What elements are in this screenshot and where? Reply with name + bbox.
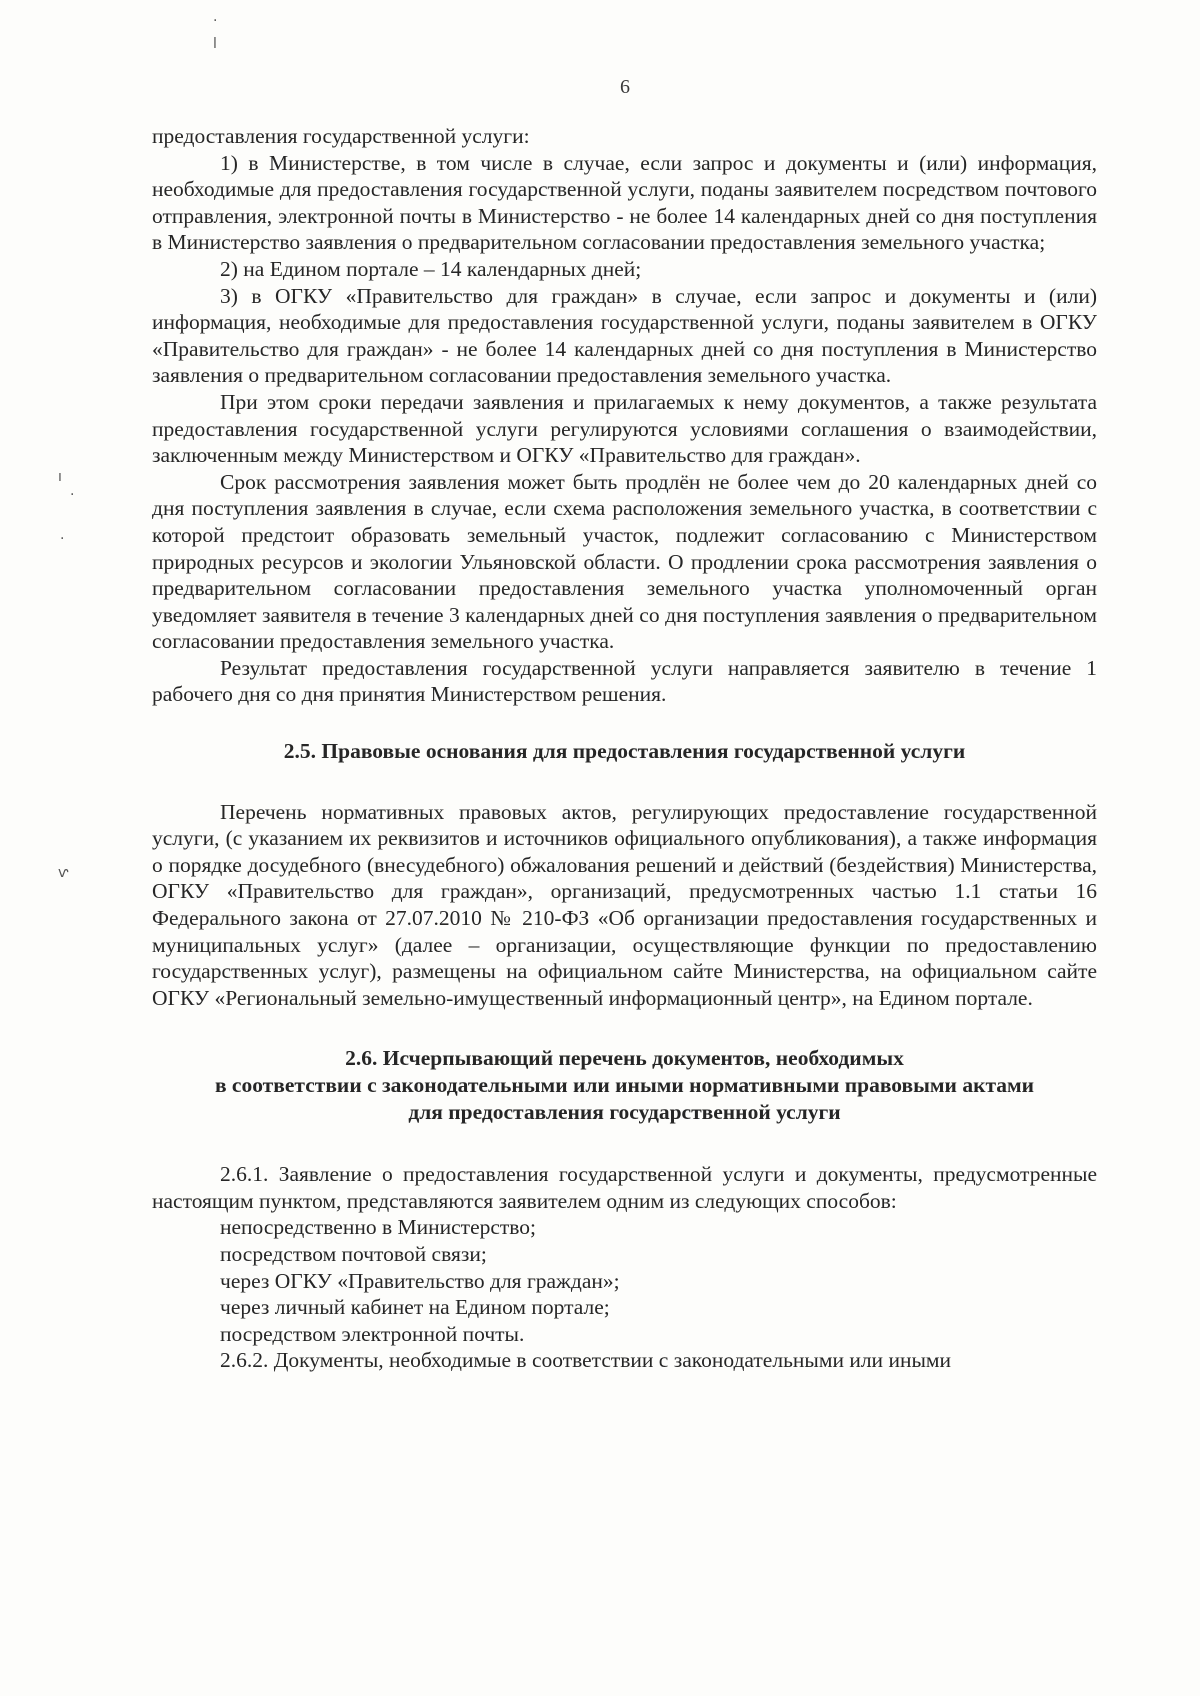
list-item: непосредственно в Министерство;: [220, 1215, 537, 1240]
document-body: [152, 123, 1097, 1374]
section-heading-2-6-line-3: для предоставления государственной услуги: [408, 1099, 841, 1124]
paragraph-transfer-terms: При этом сроки передачи заявления и прилагаемых к нему документов, а также результата предоставления государственной услуги регулируются условиями соглашения о взаимодействии, заключенным между Министерством и ОГКУ «Правительство для граждан».: [152, 389, 1097, 468]
scan-artifact: ·: [60, 531, 65, 547]
scan-artifact: ⱱ: [58, 865, 69, 881]
section-heading-2-6-line-1: 2.6. Исчерпывающий перечень документов, необходимых: [345, 1046, 904, 1071]
section-heading-2-6-line-2: в соответствии с законодательными или иными нормативными правовыми актами: [214, 1073, 1035, 1097]
paragraph-item-2: 2) на Едином портале – 14 календарных дней;: [220, 256, 642, 281]
list-item: посредством электронной почты.: [220, 1321, 525, 1346]
page-number: 6: [620, 76, 630, 98]
list-item: посредством почтовой связи;: [220, 1241, 487, 1266]
paragraph-item-1: 1) в Министерстве, в том числе в случае, если запрос и документы и (или) информация, необходимые для предоставления государственной услуги, поданы заявителем посредством почтового отправления, электронной почты в Министерство - не более 14 календарных дней со дня поступления в Министерство заявления о предварительном согласовании предоставления земельного участка;: [152, 150, 1097, 255]
submission-methods-list: [152, 1214, 1097, 1347]
scan-artifact: ꞁ: [213, 33, 217, 49]
scan-artifact: ı: [58, 469, 62, 485]
scan-artifact: ·: [213, 13, 218, 29]
section-heading-2-6: [152, 1045, 1097, 1125]
paragraph-2-6-1: 2.6.1. Заявление о предоставления государственной услуги и документы, предусмотренные настоящим пунктом, представляются заявителем одним из следующих способов:: [152, 1162, 1097, 1213]
scan-artifact: ·: [70, 487, 75, 503]
paragraph-result: Результат предоставления государственной услуги направляется заявителю в течение 1 рабочего дня со дня принятия Министерством решения.: [152, 655, 1097, 707]
list-item: через личный кабинет на Едином портале;: [220, 1295, 610, 1320]
list-item: через ОГКУ «Правительство для граждан»;: [220, 1268, 620, 1293]
paragraph-item-3: 3) в ОГКУ «Правительство для граждан» в случае, если запрос и документы и (или) информация, необходимые для предоставления государственной услуги, поданы заявителем в ОГКУ «Правительство для граждан» - не более 14 календарных дней со дня поступления в Министерство заявления о предварительном согласовании предоставления земельного участка.: [152, 283, 1097, 388]
paragraph-continuation: предоставления государственной услуги:: [152, 124, 530, 148]
section-heading-2-5: 2.5. Правовые основания для предоставления государственной услуги: [283, 739, 966, 764]
paragraph-2-6-2: 2.6.2. Документы, необходимые в соответствии с законодательными или иными: [220, 1348, 952, 1373]
paragraph-legal-basis: Перечень нормативных правовых актов, регулирующих предоставление государственной услуги, (с указанием их реквизитов и источников официального опубликования), а также информация о порядке досудебного (внесудебного) обжалования решений и действий (бездействия) Министерства, ОГКУ «Правительство для граждан», организаций, предусмотренных частью 1.1 статьи 16 Федерального закона от 27.07.2010 № 210-ФЗ «Об организации предоставления государственных и муниципальных услуг» (далее – организации, осуществляющие функции по предоставлению государственных услуг), размещены на официальном сайте Министерства, на официальном сайте ОГКУ «Региональный земельно-имущественный информационный центр», на Едином портале.: [152, 799, 1097, 1010]
paragraph-extension: Срок рассмотрения заявления может быть продлён не более чем до 20 календарных дней со дня поступления заявления в случае, если схема расположения земельного участка, в соответствии с которой предстоит образовать земельный участок, подлежит согласованию с Министерством природных ресурсов и экологии Ульяновской области. О продлении срока рассмотрения заявления о предварительном согласовании предоставления земельного участка уполномоченный орган уведомляет заявителя в течение 3 календарных дней со дня поступления заявления о предварительном согласовании предоставления земельного участка.: [152, 469, 1097, 654]
